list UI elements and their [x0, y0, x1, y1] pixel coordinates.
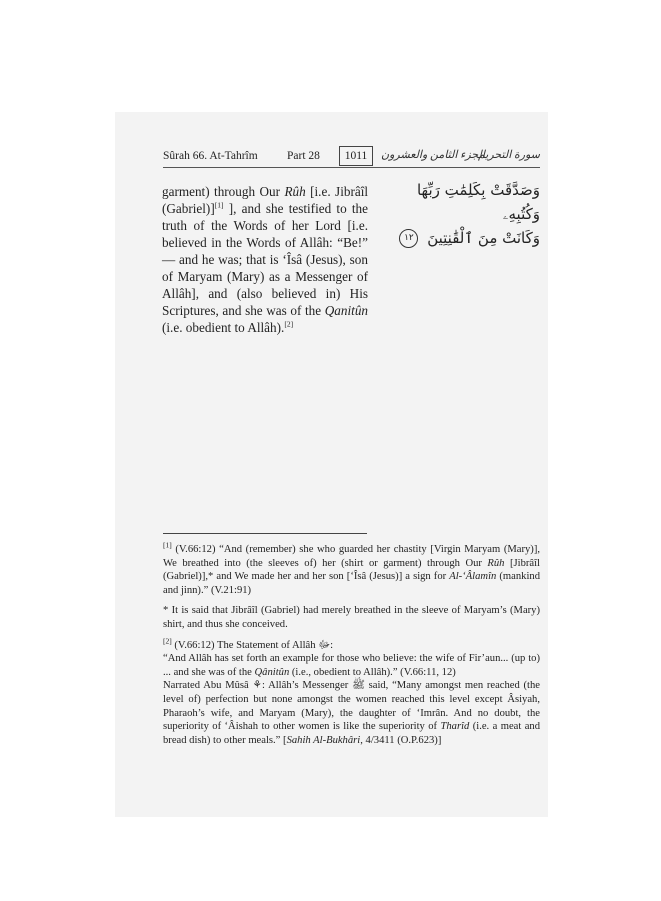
- footnote-span: Narrated Abu Mûsâ ⚘: Allâh’s Messenger ﷺ said, “Many amongst men reached (the level of) perfection but none amongst the women reached this level except Âsiyah, Pharaoh’s wife, and Maryam (Mary), the daughter of ‘Imrân. And no doubt, the superiority of ‘Âishah to other women is like the superiority of: [163, 680, 540, 733]
- translation-text: [162, 183, 368, 336]
- translation-span: [i.e. Jibrâîl (Gabriel)]: [162, 184, 369, 216]
- spacer: [163, 597, 540, 604]
- footnote-span: (i.e. a meat and bread dish) to other meals.” [: [163, 721, 540, 746]
- translation-span: garment) through Our: [162, 184, 280, 199]
- footnote-ref-1[interactable]: [1]: [214, 200, 224, 210]
- footnote-ref-2[interactable]: [2]: [284, 319, 294, 329]
- footnote-2-quote: [163, 652, 540, 679]
- page-number: 1011: [339, 146, 373, 166]
- footnote-span: (V.66:12) The Statement of Allâh ﷻ:: [174, 639, 334, 651]
- footnote-span: , 4/3411 (O.P.623)]: [360, 734, 442, 746]
- arabic-line-2-text: وَكَانَتْ مِنَ ٱلْقَٰنِتِينَ: [427, 229, 540, 247]
- footnote-span: (V.66:12) “And (remember) she who guarded her chastity [Virgin Maryam (Mary)], We breathed into (the sleeves of) her (shirt or garment) through Our: [163, 544, 540, 569]
- arabic-line-1: وَصَدَّقَتْ بِكَلِمَٰتِ رَبِّهَا وَكُتُبِهِۦ: [416, 181, 540, 223]
- ruh-term: Rûh: [284, 184, 306, 199]
- footnote-italic: Qânitûn: [254, 666, 290, 678]
- footnote-2-hadith: [163, 679, 540, 747]
- header-part-label: Part 28: [287, 150, 320, 162]
- ayah-end-marker: ١٢: [399, 229, 418, 248]
- arabic-verse: [378, 178, 540, 250]
- page-header: [163, 146, 540, 168]
- footnote-1-marker: [1]: [163, 540, 172, 550]
- translation-paragraph: [162, 183, 368, 336]
- footnote-rule: [163, 533, 367, 534]
- footnote-star-note: * It is said that Jibrâîl (Gabriel) had merely breathed in the sleeve of Maryam’s (Mary) shirt, and thus she conceived.: [163, 605, 540, 630]
- footnote-1: [163, 540, 540, 597]
- qanitun-term: Qanitûn: [324, 303, 369, 318]
- footnote-span: (i.e., obedient to Allâh).” (V.66:11, 12): [291, 666, 456, 678]
- header-rule: [163, 167, 540, 168]
- footnote-italic: Rûh: [487, 557, 505, 569]
- header-juz-arabic: الجزء الثامن والعشرون: [381, 149, 485, 161]
- header-surah-arabic: سورة التحريم: [477, 149, 540, 161]
- footnote-span: (mankind and jinn).” (V.21:91): [163, 571, 540, 596]
- footnote-italic: Al-‘Âlamîn: [449, 571, 497, 583]
- footnote-span: “And Allâh has set forth an example for those who believe: the wife of Fir’aun... (up to) ... and she was of the: [163, 653, 540, 678]
- translation-span: (i.e. obedient to Allâh).: [162, 320, 285, 335]
- footnote-2-marker: [2]: [163, 636, 172, 646]
- translation-span: ], and she testified to the truth of the Words of her Lord [i.e. believed in the Words of Allâh: “Be!” — and he was; that is ‘Îsâ (Jesus), son of Maryam (Mary) as a Messenger of Allâh], and (also believed in) His Scriptures, and she was of the: [162, 201, 369, 318]
- header-surah-title: Sûrah 66. At-Tahrîm: [163, 150, 258, 162]
- spacer: [163, 632, 540, 639]
- footnote-2-title: [163, 636, 540, 653]
- footnote-italic: Sahih Al-Bukhâri: [286, 734, 361, 746]
- footnote-span: [Jibrâîl (Gabriel)],* and We made her and her son [‘Îsâ (Jesus)] a sign for: [163, 557, 540, 583]
- footnote-italic: Tharîd: [440, 721, 470, 733]
- footnotes: [163, 540, 540, 747]
- arabic-line-2: [378, 226, 540, 250]
